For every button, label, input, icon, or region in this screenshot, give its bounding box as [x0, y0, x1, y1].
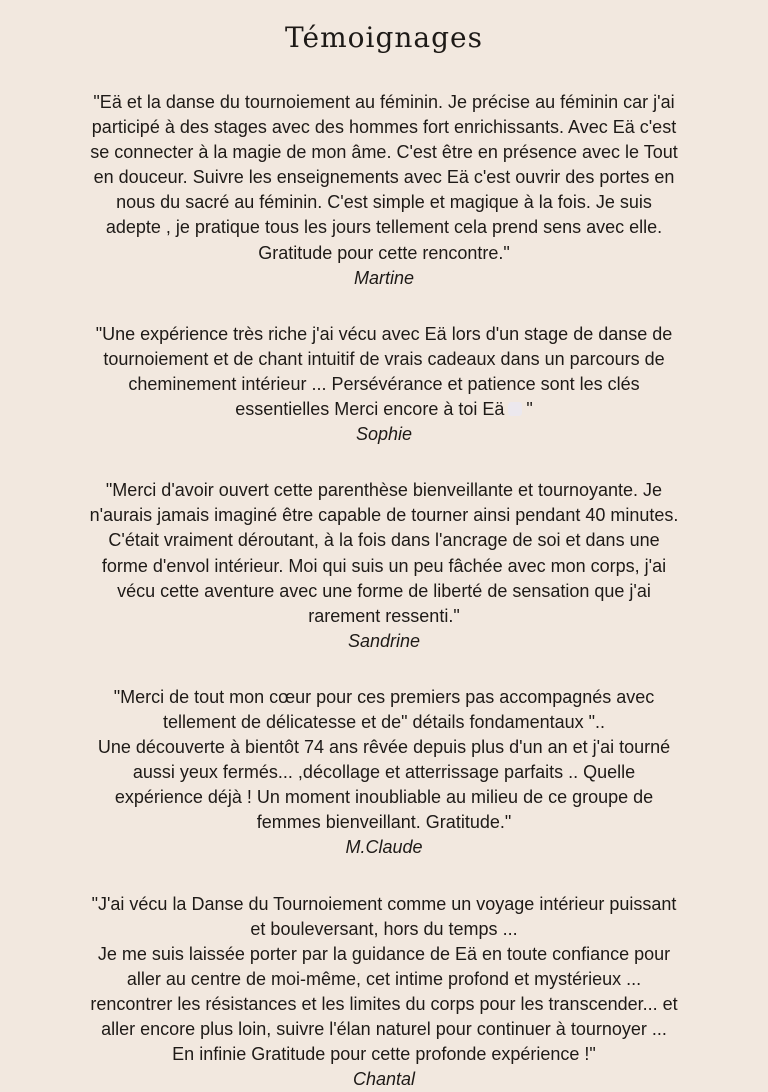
testimonial-text-line: aller encore plus loin, suivre l'élan naturel pour continuer à tournoyer ... [101, 1019, 667, 1039]
testimonial-text-line: femmes bienveillant. Gratitude." [256, 812, 512, 833]
testimonial-text-line: Gratitude pour cette rencontre." [258, 242, 510, 263]
testimonial-text-line: tellement de délicatesse et de" détails fondamentaux ".. [162, 711, 606, 732]
testimonial-text-line: aller au centre de moi-même, cet intime profond et mystérieux ... [126, 968, 642, 989]
testimonial-mclaude [44, 685, 724, 861]
testimonial-text-line: participé à des stages avec des hommes fort enrichissants. Avec Eä c'est [91, 117, 677, 138]
testimonial-text-line: expérience déjà ! Un moment inoubliable au milieu de ce groupe de [114, 787, 654, 808]
testimonial-text-line: rarement ressenti." [308, 605, 460, 626]
testimonial-text-line: Une découverte à bientôt 74 ans rêvée depuis plus d'un an et j'ai tourné [97, 737, 671, 758]
testimonial-text-line: "Merci d'avoir ouvert cette parenthèse bienveillante et tournoyante. Je [105, 480, 663, 501]
testimonial-text-line: vécu cette aventure avec une forme de liberté de sensation que j'ai [117, 580, 651, 601]
section-spacer [0, 861, 768, 892]
heart-emoji-icon [508, 402, 522, 416]
testimonial-text-line: se connecter à la magie de mon âme. C'est être en présence avec le Tout [90, 142, 678, 163]
testimonials-list [0, 90, 768, 1092]
testimonial-text-line: rencontrer les résistances et les limites du corps pour les transcender... et [90, 993, 678, 1014]
section-spacer [0, 291, 768, 322]
testimonial-author: Martine [353, 267, 415, 288]
testimonial-text-line: aussi yeux fermés... ,décollage et atterrissage parfaits .. Quelle [132, 762, 636, 783]
testimonial-author: M.Claude [345, 837, 423, 858]
testimonial-text-line: adepte , je pratique tous les jours tellement cela prend sens avec elle. [105, 217, 663, 238]
testimonial-text-line: en douceur. Suivre les enseignements avec Eä c'est ouvrir des portes en [93, 167, 675, 188]
page-title: Témoignages [285, 21, 483, 54]
testimonial-author: Sophie [355, 424, 413, 445]
testimonial-text-line: "J'ai vécu la Danse du Tournoiement comme un voyage intérieur puissant [91, 893, 677, 914]
testimonial-text-line: et bouleversant, hors du temps ... [250, 918, 518, 939]
testimonial-text-line: En infinie Gratitude pour cette profonde expérience !" [172, 1044, 596, 1065]
testimonial-text-line: "Eä et la danse du tournoiement au féminin. Je précise au féminin car j'ai [93, 92, 675, 112]
testimonial-text-fragment: " [526, 399, 533, 420]
testimonial-text-fragment: essentielles Merci encore à toi Eä [235, 399, 505, 420]
testimonial-text-line: "Une expérience très riche j'ai vécu avec Eä lors d'un stage de danse de [95, 323, 673, 344]
testimonial-text-line: forme d'envol intérieur. Moi qui suis un peu fâchée avec mon corps, j'ai [101, 555, 667, 576]
testimonial-chantal [44, 892, 724, 1092]
testimonial-author: Sandrine [347, 630, 421, 651]
testimonial-martine [44, 90, 724, 291]
testimonial-sophie [44, 322, 724, 447]
testimonial-text-line: n'aurais jamais imaginé être capable de tourner ainsi pendant 40 minutes. [89, 505, 679, 526]
testimonial-author: Chantal [352, 1069, 416, 1090]
testimonial-text-line: nous du sacré au féminin. C'est simple et magique à la fois. Je suis [116, 192, 652, 213]
testimonial-sandrine [44, 478, 724, 654]
testimonial-text-line-with-emoji [44, 397, 724, 422]
testimonial-text-line: tournoiement et de chant intuitif de vrais cadeaux dans un parcours de [103, 348, 665, 369]
section-spacer [0, 654, 768, 685]
testimonial-text-line: C'était vraiment déroutant, à la fois dans l'ancrage de soi et dans une [108, 530, 660, 551]
testimonial-text-line: "Merci de tout mon cœur pour ces premiers pas accompagnés avec [113, 686, 655, 707]
section-spacer [0, 447, 768, 478]
testimonial-text-line: Je me suis laissée porter par la guidance de Eä en toute confiance pour [97, 943, 671, 964]
testimonial-text-line: cheminement intérieur ... Persévérance et patience sont les clés [128, 373, 640, 394]
